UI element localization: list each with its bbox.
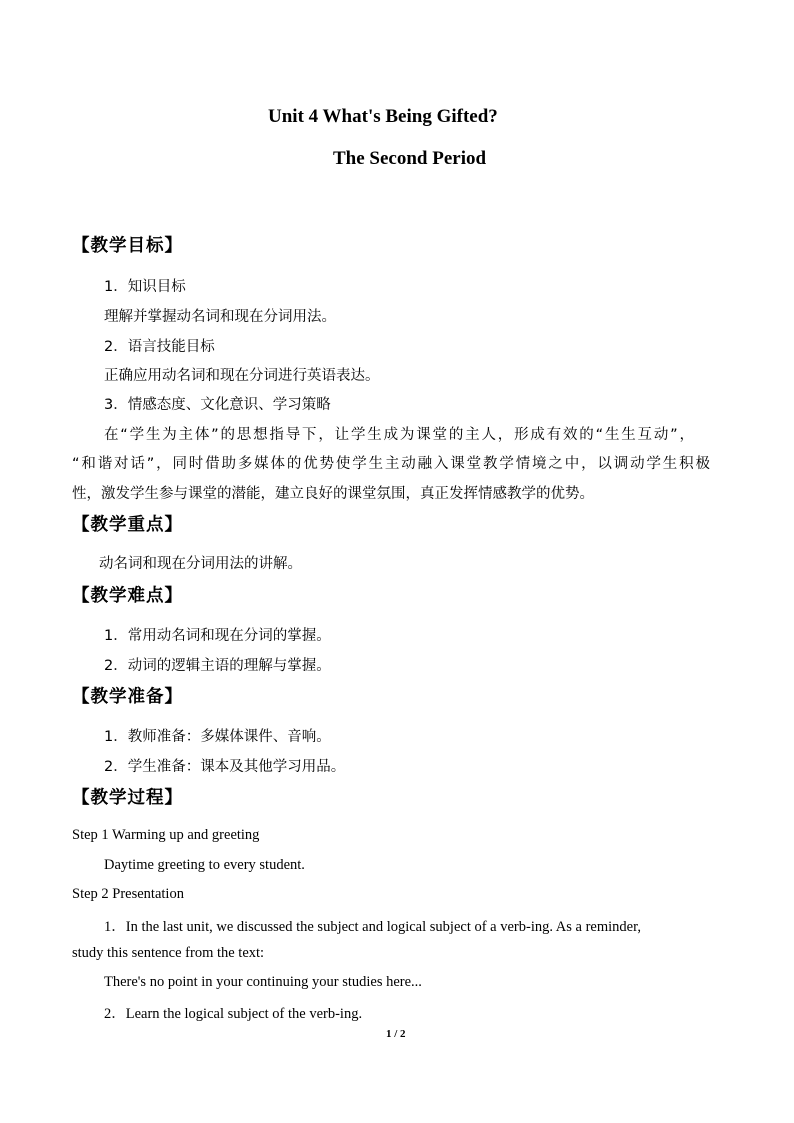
process-heading: 【教学过程】 — [72, 788, 183, 808]
page-number: 1 / 2 — [386, 1028, 406, 1040]
keypoints-text: 动名词和现在分词用法的讲解。 — [99, 556, 302, 572]
difficulty-item-1: 1．常用动名词和现在分词的掌握。 — [104, 628, 331, 644]
preparation-item-1: 1．教师准备：多媒体课件、音响。 — [104, 729, 331, 745]
step-1-title: Step 1 Warming up and greeting — [72, 827, 260, 843]
preparation-heading: 【教学准备】 — [72, 687, 183, 707]
objective-item-1: 1．知识目标 — [104, 279, 186, 295]
document-title: Unit 4 What's Being Gifted? — [268, 106, 498, 127]
objective-item-3-line-1: 在“学生为主体”的思想指导下，让学生成为课堂的主人，形成有效的“生生互动”， — [104, 427, 694, 443]
objectives-heading: 【教学目标】 — [72, 236, 183, 256]
step-2-item-2: 2．Learn the logical subject of the verb-ing. — [104, 1006, 363, 1022]
step-1-text: Daytime greeting to every student. — [104, 857, 305, 873]
preparation-item-2: 2．学生准备：课本及其他学习用品。 — [104, 759, 346, 775]
objective-item-2-text: 正确应用动名词和现在分词进行英语表达。 — [104, 368, 380, 384]
difficulties-heading: 【教学难点】 — [72, 586, 183, 606]
keypoints-heading: 【教学重点】 — [72, 515, 183, 535]
objective-item-2: 2．语言技能目标 — [104, 339, 215, 355]
step-2-title: Step 2 Presentation — [72, 886, 184, 902]
objective-item-1-text: 理解并掌握动名词和现在分词用法。 — [104, 309, 336, 325]
document-subtitle: The Second Period — [333, 148, 487, 169]
step-2-item-1-line-2: study this sentence from the text: — [72, 945, 265, 961]
difficulty-item-2: 2．动词的逻辑主语的理解与掌握。 — [104, 658, 331, 674]
objective-item-3-line-2: “和谐对话”，同时借助多媒体的优势使学生主动融入课堂教学情境之中，以调动学生积极 — [72, 456, 710, 472]
step-2-item-1-line-1: 1．In the last unit, we discussed the subject and logical subject of a verb-ing. As a reminder, — [104, 919, 641, 935]
step-2-quote: There's no point in your continuing your studies here... — [104, 974, 422, 990]
objective-item-3-line-3: 性，激发学生参与课堂的潜能，建立良好的课堂氛围，真正发挥情感教学的优势。 — [72, 486, 594, 502]
objective-item-3: 3．情感态度、文化意识、学习策略 — [104, 397, 331, 413]
